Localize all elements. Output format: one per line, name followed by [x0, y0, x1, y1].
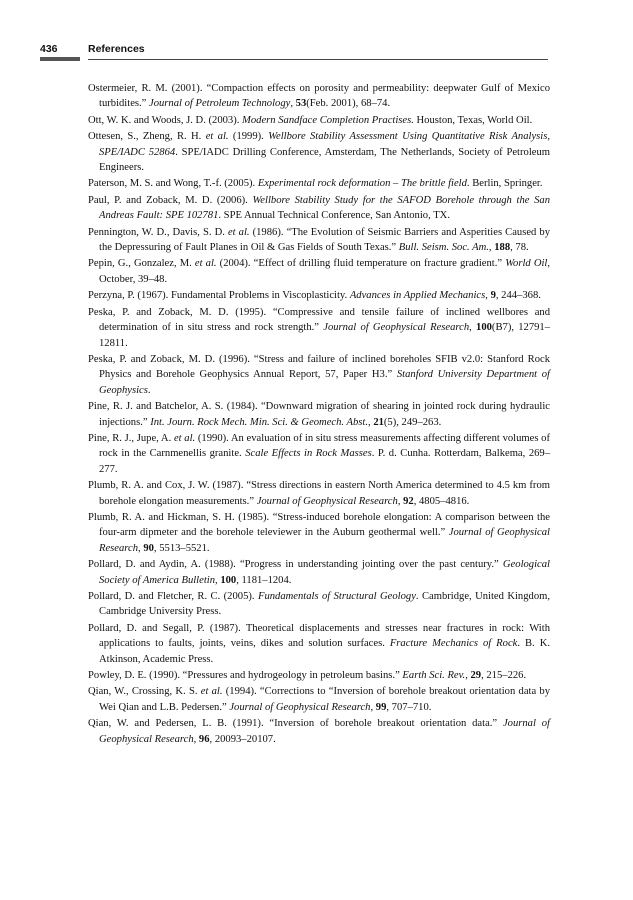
header-thick-bar [40, 57, 80, 61]
reference-entry [88, 352, 550, 398]
text-segment: , 78. [510, 242, 529, 254]
italic-segment: et al. [227, 226, 250, 238]
text-segment: Peska, P. and Zoback, M. D. (1996). “Stress and failure of inclined boreholes SFIB v2.0: Stanford Rock Physics and Borehole Geophysics Annual Report, 57, Paper H3.” [88, 353, 550, 381]
reference-entry [88, 431, 550, 477]
reference-entry [88, 176, 550, 191]
text-segment: , 5513–5521. [153, 542, 210, 554]
text-segment: Plumb, R. A. and Cox, J. W. (1987). “Stress directions in eastern North America determined to 4.5 km from borehole elongation measurements.” [88, 480, 550, 507]
text-segment: , [397, 495, 404, 507]
text-segment: , 1181–1204. [236, 574, 292, 586]
bold-segment: 92 [403, 495, 414, 507]
bold-segment: 90 [143, 542, 154, 554]
reference-entry [88, 129, 550, 175]
reference-entry [88, 305, 550, 351]
reference-entry [88, 510, 550, 556]
reference-entry [88, 225, 550, 256]
bold-segment: 21 [373, 416, 384, 428]
bold-segment: 188 [494, 242, 511, 254]
text-segment: , [370, 701, 376, 713]
text-segment: Peska, P. and Zoback, M. D. (1995). “Compressive and tensile failure of inclined wellbores and determination of in situ stress and rock strength.” [88, 306, 550, 334]
reference-list [88, 81, 550, 748]
reference-entry [88, 716, 550, 747]
text-segment: Pollard, D. and Segall, P. (1987). Theoretical displacements and stresses near fractures in rock: With applications to faults, joints, veins, dikes and solution surfaces. [88, 622, 550, 650]
italic-segment: Journal of Petroleum Technology [149, 98, 291, 110]
text-segment: Pine, R. J., Jupe, A. [88, 432, 174, 444]
bold-segment: 100 [476, 322, 492, 334]
text-segment: Qian, W. and Pedersen, L. B. (1991). “Inversion of borehole breakout orientation data.” [88, 718, 503, 730]
reference-entry [88, 81, 550, 112]
text-segment: (1994). “Corrections to “Inversion of borehole breakout orientation data by Wei Qian and L.B. Pedersen.” [99, 686, 550, 713]
text-segment: , October, 39–48. [99, 258, 551, 285]
italic-segment: Scale Effects in Rock Masses [245, 448, 372, 460]
bold-segment: 100 [220, 574, 237, 586]
italic-segment: World Oil [505, 258, 548, 270]
text-segment: , [469, 322, 477, 334]
text-segment: (2004). “Effect of drilling fluid temperature on fracture gradient.” [216, 258, 506, 270]
italic-segment: Earth Sci. Rev. [402, 670, 466, 682]
bold-segment: 29 [470, 670, 482, 682]
text-segment: , 215–226. [481, 670, 527, 682]
bold-segment: 99 [375, 701, 387, 713]
italic-segment: Journal of Geophysical Research [229, 701, 371, 713]
italic-segment: Wellbore Stability Assessment Using Quantitative Risk Analysis, SPE/IADC 52864 [99, 131, 550, 158]
text-segment: , [465, 670, 471, 682]
text-segment: , [488, 242, 495, 254]
italic-segment: Journal of Geophysical Research [256, 495, 398, 507]
text-segment: , [215, 574, 221, 586]
bold-segment: 96 [198, 733, 210, 745]
italic-segment: Fracture Mechanics of Rock [389, 638, 518, 650]
text-segment: (B7), 12791–12811. [99, 322, 551, 349]
italic-segment: Bull. Seism. Soc. Am. [398, 242, 489, 254]
text-segment: , 707–710. [386, 701, 432, 713]
italic-segment: et al. [194, 258, 217, 270]
page-number: 436 [40, 43, 58, 55]
text-segment: Paterson, M. S. and Wong, T.-f. (2005). [88, 178, 258, 190]
text-segment: Houston, Texas, World Oil. [413, 114, 533, 126]
text-segment: (5), 249–263. [383, 416, 442, 428]
text-segment: (1986). “The Evolution of Seismic Barriers and Asperities Caused by the Depressuring of Fault Planes in Oil & Gas Fields of South Texas.” [99, 226, 550, 254]
reference-entry [88, 193, 550, 224]
italic-segment: Stanford University Department of Geophysics [99, 369, 550, 396]
text-segment: . Berlin, Springer. [466, 178, 543, 190]
bold-segment: 53 [295, 98, 307, 110]
text-segment: . [147, 384, 151, 396]
text-segment: Pollard, D. and Fletcher, R. C. (2005). [88, 591, 258, 602]
text-segment: Pennington, W. D., Davis, S. D. [88, 226, 228, 238]
text-segment: Pepin, G., Gonzalez, M. [88, 258, 195, 270]
reference-entry [88, 113, 550, 128]
italic-segment: Fundamentals of Structural Geology [257, 591, 416, 602]
italic-segment: Journal of Geophysical Research [323, 322, 470, 334]
italic-segment: Modern Sandface Completion Practises. [242, 114, 414, 126]
text-segment: , [138, 542, 144, 554]
text-segment: (1990). An evaluation of in situ stress measurements affecting different volumes of rock in the Carnmenellis granite. [99, 432, 551, 460]
text-segment: Ott, W. K. and Woods, J. D. (2003). [88, 114, 243, 126]
reference-entry [88, 621, 550, 667]
italic-segment: Wellbore Stability Study for the SAFOD Borehole through the San Andreas Fault: SPE 102781 [99, 194, 550, 222]
text-segment: , 20093–20107. [209, 733, 276, 745]
reference-entry [88, 557, 550, 588]
italic-segment: Journal of Geophysical Research [99, 718, 550, 745]
text-segment: , [485, 290, 491, 302]
running-header [40, 40, 548, 62]
reference-entry [88, 478, 550, 509]
text-segment: , [368, 416, 374, 428]
text-segment: Pollard, D. and Aydin, A. (1988). “Progress in understanding jointing over the past century.” [88, 559, 503, 571]
text-segment: . Cambridge, United Kingdom, Cambridge University Press. [99, 591, 551, 618]
header-rule [88, 59, 548, 60]
reference-entry [88, 399, 550, 430]
section-title: References [88, 43, 145, 55]
reference-entry [88, 668, 550, 683]
reference-entry [88, 589, 550, 620]
text-segment: (1999). [228, 131, 269, 143]
text-segment: Plumb, R. A. and Hickman, S. H. (1985). “Stress-induced borehole elongation: A comparison between the four-arm dipmeter and the borehole televiewer in the Auburn geothermal well.” [88, 511, 550, 539]
text-segment: Ottesen, S., Zheng, R. H. [88, 131, 206, 143]
text-segment: , [193, 733, 199, 745]
italic-segment: et al. [205, 131, 229, 143]
italic-segment: Experimental rock deformation – The brittle field [257, 178, 467, 190]
italic-segment: Advances in Applied Mechanics [349, 290, 486, 302]
text-segment: . SPE/IADC Drilling Conference, Amsterdam, The Netherlands, Society of Petroleum Engineers. [99, 146, 551, 174]
text-segment: . P. d. Cunha. Rotterdam, Balkema, 269–277. [99, 448, 551, 475]
italic-segment: Journal of Geophysical Research [99, 527, 550, 554]
text-segment: Ostermeier, R. M. (2001). “Compaction effects on porosity and permeability: deepwater Gulf of Mexico turbidites.” [88, 83, 550, 110]
text-segment: (Feb. 2001), 68–74. [306, 98, 391, 110]
italic-segment: et al. [173, 432, 196, 444]
bold-segment: 9 [490, 290, 496, 302]
text-segment: . B. K. Atkinson, Academic Press. [99, 638, 550, 665]
reference-entry [88, 256, 550, 287]
reference-entry [88, 288, 550, 303]
text-segment: Powley, D. E. (1990). “Pressures and hydrogeology in petroleum basins.” [88, 670, 403, 682]
text-segment: . SPE Annual Technical Conference, San Antonio, TX. [218, 210, 450, 222]
text-segment: Pine, R. J. and Batchelor, A. S. (1984). “Downward migration of shearing in jointed rock during hydraulic injections.” [88, 401, 550, 428]
text-segment: , 4805–4816. [413, 495, 470, 507]
italic-segment: Geological Society of America Bulletin [99, 559, 550, 586]
text-segment: Perzyna, P. (1967). Fundamental Problems in Viscoplasticity. [88, 290, 350, 302]
text-segment: Paul, P. and Zoback, M. D. (2006). [88, 194, 253, 206]
reference-entry [88, 684, 550, 715]
italic-segment: et al. [200, 686, 223, 698]
italic-segment: Int. Journ. Rock Mech. Min. Sci. & Geomech. Abst. [150, 416, 369, 428]
text-segment: , 244–368. [495, 290, 541, 302]
text-segment: , [290, 98, 296, 110]
text-segment: Qian, W., Crossing, K. S. [88, 686, 201, 698]
